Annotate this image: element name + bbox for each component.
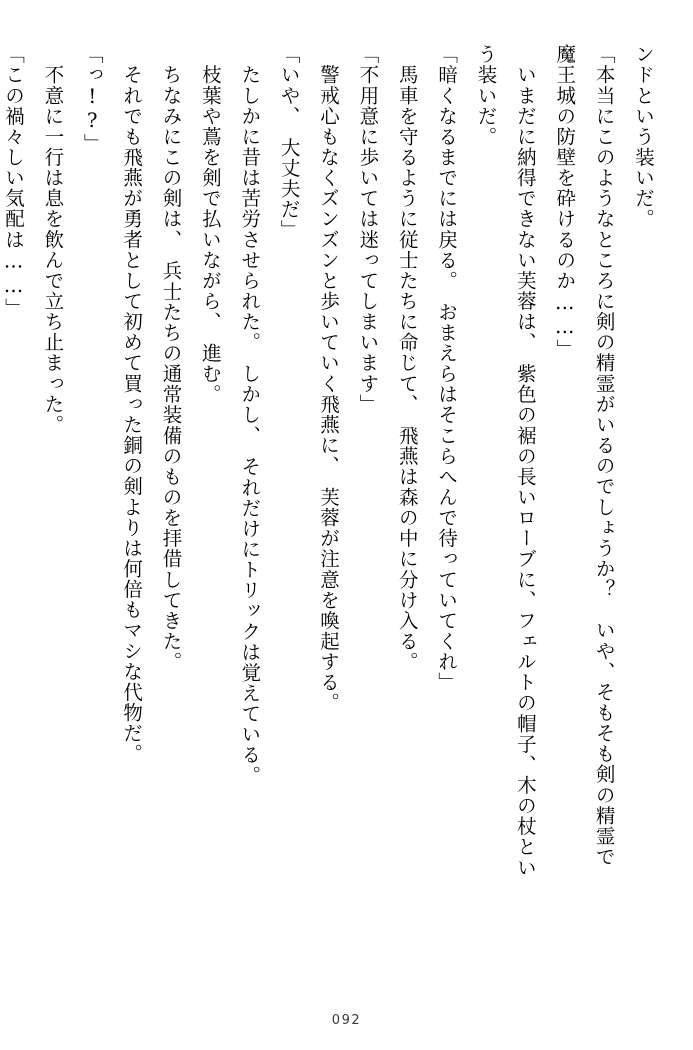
paragraph: 警戒心もなくズンズンと歩いていく飛燕に、 芙蓉が注意を喚起する。 xyxy=(317,44,340,714)
paragraph: たしかに昔は苦労させられた。 しかし、 それだけにトリックは覚えている。 xyxy=(238,44,262,786)
paragraph: 馬車を守るように従士たちに命じて、 飛燕は森の中に分け入る。 xyxy=(395,44,419,672)
paragraph: 不意に一行は息を飲んで立ち止まった。 xyxy=(41,44,65,435)
paragraph: 「暗くなるまでには戻る。 おまえらはそこらへんで待っていてくれ」 xyxy=(435,44,459,693)
paragraph: 枝葉や蔦を剣で払いながら、 進む。 xyxy=(198,44,222,405)
page-number: 092 xyxy=(331,1013,362,1028)
paragraph: 「不用意に歩いては迷ってしまいます」 xyxy=(356,44,380,415)
paragraph: それでも飛燕が勇者として初めて買った銅の剣よりは何倍もマシな代物だ。 xyxy=(120,44,144,765)
paragraph: 魔王城の防壁を砕けるのか……」 xyxy=(553,44,577,360)
paragraph: 「この禍々しい気配は……」 xyxy=(2,44,25,319)
paragraph: 「いや、 大丈夫だ」 xyxy=(277,44,301,240)
paragraph: いまだに納得できない芙蓉は、 紫色の裾の長いローブに、フェルトの帽子、木の杖とい xyxy=(513,44,537,878)
paragraph: う装いだ。 xyxy=(474,44,498,147)
novel-body-text xyxy=(2,44,663,984)
paragraph: 「本当にこのようなところに剣の精霊がいるのでしょうか？ いや、そもそも剣の精霊で xyxy=(592,44,616,867)
paragraph: ちなみにこの剣は、 兵士たちの通常装備のものを拝借してきた。 xyxy=(159,44,183,672)
paragraph: ンドという装いだ。 xyxy=(632,44,655,230)
paragraph: 「っ!?」 xyxy=(80,44,104,154)
